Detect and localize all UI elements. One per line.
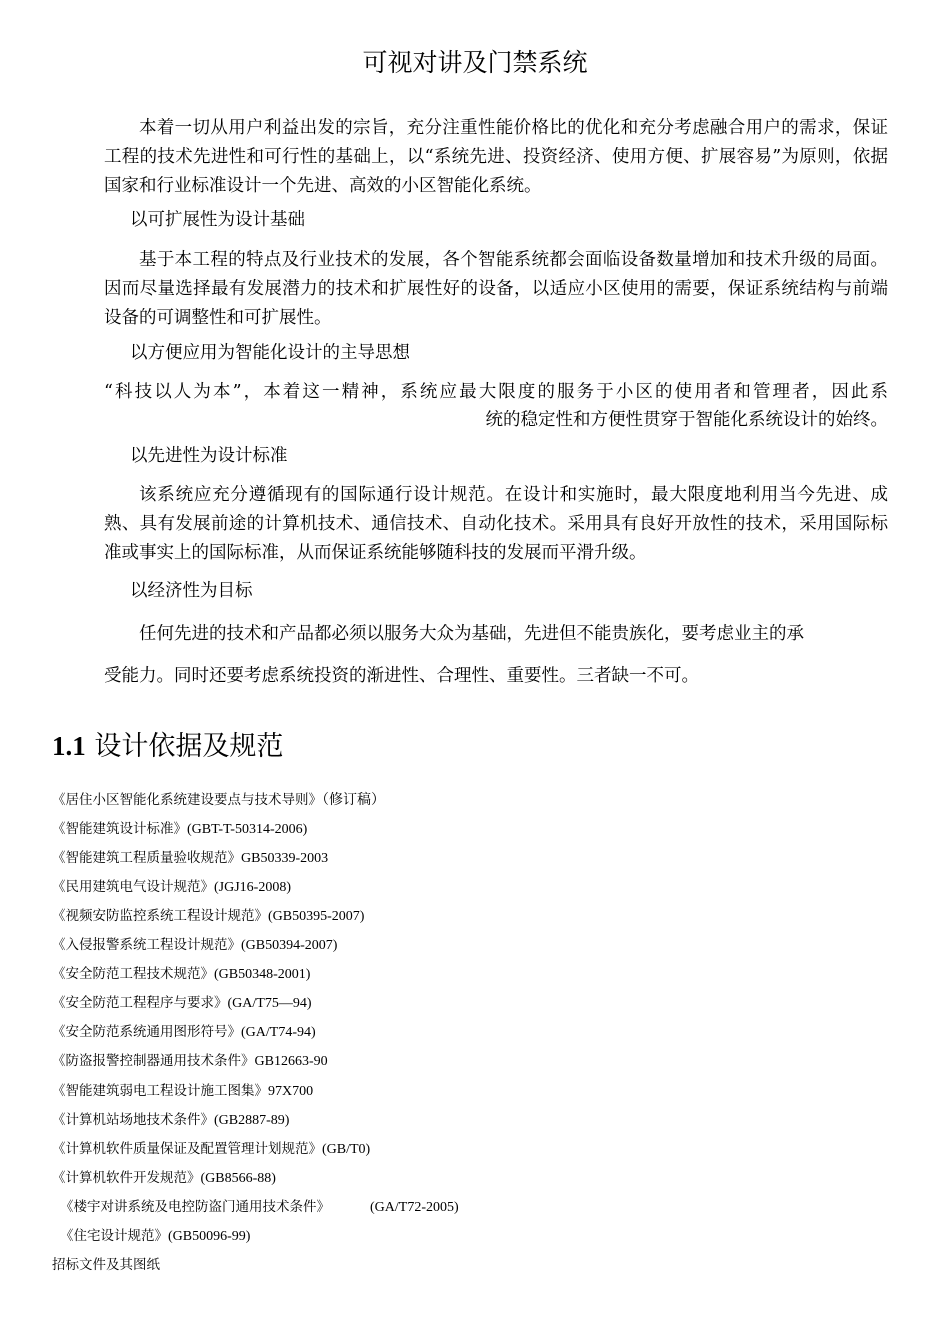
- reference-name: 《安全防范工程程序与要求》: [52, 995, 228, 1011]
- reference-name: 《安全防范工程技术规范》: [52, 966, 214, 982]
- reference-code: (JGJ16-2008): [214, 880, 291, 895]
- reference-code: GB50339-2003: [241, 851, 329, 866]
- reference-item: [52, 934, 337, 957]
- reference-name: 《民用建筑电气设计规范》: [52, 879, 214, 895]
- subheading-economy: 以经济性为目标: [130, 581, 253, 601]
- reference-code: (GA/T74-94): [241, 1025, 316, 1040]
- reference-name: 《居住小区智能化系统建设要点与技术导则》: [52, 792, 322, 808]
- reference-code: (GB50348-2001): [214, 967, 311, 982]
- reference-item: [52, 1138, 370, 1161]
- reference-code: 97X700: [268, 1084, 314, 1099]
- intro-paragraph: 本着一切从用户利益出发的宗旨，充分注重性能价格比的优化和充分考虑融合用户的需求，保证工程的技术先进性和可行性的基础上，以“系统先进、投资经济、使用方便、扩展容易”为原则，依据国家和行业标准设计一个先进、高效的小区智能化系统。: [104, 118, 888, 196]
- subheading-extensibility: 以可扩展性为设计基础: [130, 210, 305, 230]
- reference-name: 《计算机软件开发规范》: [52, 1170, 201, 1186]
- reference-code: (GB50394-2007): [241, 938, 338, 953]
- reference-item: [52, 992, 312, 1015]
- reference-name: 《防盗报警控制器通用技术条件》: [52, 1053, 255, 1069]
- reference-item: [52, 847, 328, 870]
- reference-name: 《计算机软件质量保证及配置管理计划规范》: [52, 1141, 322, 1157]
- reference-item: [52, 1109, 289, 1132]
- section-number: 1.1: [52, 731, 86, 761]
- reference-code: GB12663-90: [254, 1054, 328, 1069]
- reference-name: 《视频安防监控系统工程设计规范》: [52, 908, 268, 924]
- reference-code: (GB50395-2007): [268, 909, 365, 924]
- reference-item: [52, 1080, 313, 1103]
- reference-item: [60, 1225, 250, 1248]
- reference-name: 《楼宇对讲系统及电控防盗门通用技术条件》: [60, 1199, 330, 1215]
- reference-name: 《智能建筑工程质量验收规范》: [52, 850, 241, 866]
- document-title: 可视对讲及门禁系统: [362, 48, 588, 77]
- reference-name: 招标文件及其图纸: [52, 1257, 160, 1273]
- paragraph-economy-line2: 受能力。同时还要考虑系统投资的渐进性、合理性、重要性。三者缺一不可。: [104, 666, 699, 686]
- reference-code: (GB50096-99): [168, 1229, 251, 1244]
- reference-item: [52, 1254, 160, 1277]
- subheading-usability: 以方便应用为智能化设计的主导思想: [130, 343, 410, 363]
- reference-item: [52, 1167, 276, 1190]
- reference-item: [52, 818, 307, 841]
- reference-item: [60, 1196, 459, 1219]
- reference-code: (GA/T72-2005): [370, 1200, 459, 1215]
- reference-code: (GB/T0): [322, 1142, 371, 1157]
- paragraph-advanced: 该系统应充分遵循现有的国际通行设计规范。在设计和实施时，最大限度地利用当今先进、成熟、具有发展前途的计算机技术、通信技术、自动化技术。采用具有良好开放性的技术，采用国际标准或事实上的国际标准，从而保证系统能够随科技的发展而平滑升级。: [104, 485, 888, 563]
- paragraph-usability-line1: “科技以人为本”，本着这一精神，系统应最大限度的服务于小区的使用者和管理者，因此系: [104, 382, 888, 402]
- reference-name: 《住宅设计规范》: [60, 1228, 168, 1244]
- reference-name: 《智能建筑弱电工程设计施工图集》: [52, 1083, 268, 1099]
- reference-item: [52, 876, 291, 899]
- reference-name: 《智能建筑设计标准》: [52, 821, 187, 837]
- reference-code: (GA/T75—94): [227, 996, 312, 1011]
- reference-item: [52, 963, 310, 986]
- reference-code: (GB8566-88): [200, 1171, 276, 1186]
- reference-name: 《计算机站场地技术条件》: [52, 1112, 214, 1128]
- paragraph-extensibility: 基于本工程的特点及行业技术的发展，各个智能系统都会面临设备数量增加和技术升级的局面。因而尽量选择最有发展潜力的技术和扩展性好的设备，以适应小区使用的需要，保证系统结构与前端设备的可调整性和可扩展性。: [104, 250, 888, 328]
- reference-item: [52, 1050, 328, 1073]
- reference-name: 《入侵报警系统工程设计规范》: [52, 937, 241, 953]
- section-title: 设计依据及规范: [94, 731, 284, 762]
- reference-item: [52, 789, 385, 812]
- reference-item: [52, 905, 364, 928]
- reference-code: （修订稿）: [322, 793, 385, 808]
- reference-item: [52, 1021, 316, 1044]
- paragraph-economy-line1: 任何先进的技术和产品都必须以服务大众为基础，先进但不能贵族化，要考虑业主的承: [139, 624, 804, 644]
- subheading-advanced: 以先进性为设计标准: [130, 446, 288, 466]
- reference-code: (GB2887-89): [214, 1113, 290, 1128]
- reference-code: (GBT-T-50314-2006): [187, 822, 308, 837]
- section-heading: [52, 724, 283, 769]
- reference-name: 《安全防范系统通用图形符号》: [52, 1024, 241, 1040]
- paragraph-usability-line2: 统的稳定性和方便性贯穿于智能化系统设计的始终。: [485, 410, 888, 430]
